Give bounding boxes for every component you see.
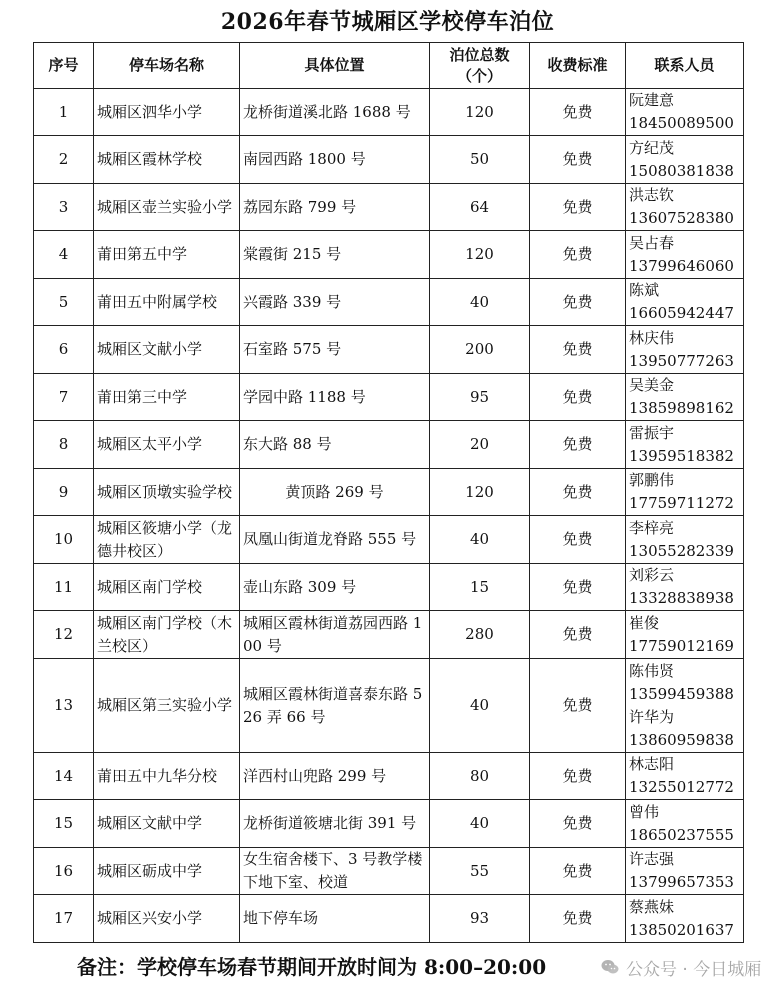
table-row — [34, 136, 744, 184]
table-row — [34, 469, 744, 516]
cell-name: 城厢区霞林学校 — [94, 136, 240, 184]
cell-seq: 11 — [34, 564, 94, 611]
col-header-name: 停车场名称 — [94, 43, 240, 89]
table-row — [34, 848, 744, 895]
table-header-row — [34, 43, 744, 89]
cell-spaces: 280 — [430, 611, 530, 659]
cell-spaces: 200 — [430, 326, 530, 374]
cell-contact — [626, 374, 744, 421]
cell-contact — [626, 136, 744, 184]
contact-name: 吴美金 — [629, 376, 675, 394]
contact-name: 雷振宇 — [629, 423, 675, 442]
contact-name: 许华为 — [629, 707, 675, 726]
cell-seq: 9 — [34, 469, 94, 516]
cell-fee: 免费 — [530, 895, 626, 943]
cell-spaces: 20 — [430, 421, 530, 469]
cell-seq: 2 — [34, 136, 94, 184]
contact-name: 蔡燕妹 — [629, 897, 675, 916]
table-row — [34, 800, 744, 848]
cell-spaces: 40 — [430, 516, 530, 564]
contact-name: 崔俊 — [629, 613, 660, 632]
contact-phone: 16605942447 — [629, 304, 734, 322]
contact-phone: 13959518382 — [629, 446, 734, 465]
cell-seq: 17 — [34, 895, 94, 943]
contact-phone: 17759711272 — [629, 494, 734, 512]
table-row — [34, 564, 744, 611]
col-header-seq: 序号 — [34, 43, 94, 89]
cell-contact — [626, 564, 744, 611]
cell-spaces: 50 — [430, 136, 530, 184]
cell-contact — [626, 800, 744, 848]
parking-table — [33, 42, 744, 943]
col-header-fee: 收费标准 — [530, 43, 626, 89]
cell-fee: 免费 — [530, 374, 626, 421]
table-row — [34, 516, 744, 564]
contact-name: 陈伟贤 — [629, 661, 675, 680]
contact-phone: 17759012169 — [629, 636, 734, 655]
cell-spaces: 120 — [430, 469, 530, 516]
cell-contact — [626, 611, 744, 659]
cell-name: 莆田第三中学 — [94, 374, 240, 421]
cell-name: 城厢区太平小学 — [94, 421, 240, 469]
contact-phone: 13799657353 — [629, 873, 734, 891]
cell-location: 南园西路 1800 号 — [240, 136, 430, 184]
cell-fee: 免费 — [530, 611, 626, 659]
contact-phone: 18650237555 — [629, 825, 734, 844]
cell-seq: 6 — [34, 326, 94, 374]
cell-seq: 8 — [34, 421, 94, 469]
contact-phone: 13859898162 — [629, 399, 734, 417]
cell-seq: 4 — [34, 231, 94, 279]
cell-fee: 免费 — [530, 184, 626, 231]
col-header-contact: 联系人员 — [626, 43, 744, 89]
cell-contact — [626, 469, 744, 516]
cell-location: 兴霞路 339 号 — [240, 279, 430, 326]
contact-phone: 13328838938 — [629, 589, 734, 607]
cell-name: 莆田五中九华分校 — [94, 753, 240, 800]
cell-contact — [626, 753, 744, 800]
cell-contact — [626, 279, 744, 326]
cell-location: 凤凰山街道龙脊路 555 号 — [240, 516, 430, 564]
cell-fee: 免费 — [530, 469, 626, 516]
cell-spaces: 40 — [430, 279, 530, 326]
cell-contact — [626, 326, 744, 374]
table-row — [34, 326, 744, 374]
wechat-icon — [600, 957, 620, 977]
cell-location: 地下停车场 — [240, 895, 430, 943]
cell-contact — [626, 421, 744, 469]
cell-fee: 免费 — [530, 659, 626, 753]
cell-spaces: 40 — [430, 800, 530, 848]
contact-phone: 13860959838 — [629, 730, 734, 749]
cell-contact — [626, 848, 744, 895]
cell-seq: 3 — [34, 184, 94, 231]
cell-fee: 免费 — [530, 231, 626, 279]
table-row — [34, 231, 744, 279]
cell-location: 学园中路 1188 号 — [240, 374, 430, 421]
contact-name: 洪志钦 — [629, 186, 675, 204]
cell-name: 莆田五中附属学校 — [94, 279, 240, 326]
contact-name: 林志阳 — [629, 755, 675, 773]
cell-spaces: 40 — [430, 659, 530, 753]
cell-name: 城厢区文献小学 — [94, 326, 240, 374]
contact-phone: 15080381838 — [629, 161, 734, 180]
cell-seq: 12 — [34, 611, 94, 659]
contact-name: 吴占春 — [629, 233, 675, 252]
cell-name: 城厢区泗华小学 — [94, 89, 240, 136]
contact-phone: 13055282339 — [629, 541, 734, 560]
cell-seq: 15 — [34, 800, 94, 848]
table-row — [34, 279, 744, 326]
cell-location: 东大路 88 号 — [240, 421, 430, 469]
cell-contact — [626, 516, 744, 564]
cell-contact — [626, 895, 744, 943]
col-header-spaces-line2: （个） — [456, 66, 502, 85]
table-row — [34, 184, 744, 231]
contact-name: 曾伟 — [629, 802, 660, 821]
cell-name: 城厢区第三实验小学 — [94, 659, 240, 753]
contact-phone: 13799646060 — [629, 256, 734, 275]
cell-fee: 免费 — [530, 516, 626, 564]
contact-name: 刘彩云 — [629, 566, 675, 584]
cell-spaces: 55 — [430, 848, 530, 895]
contact-phone: 18450089500 — [629, 114, 734, 132]
table-body — [34, 89, 744, 943]
cell-fee: 免费 — [530, 753, 626, 800]
table-row — [34, 659, 744, 753]
cell-fee: 免费 — [530, 564, 626, 611]
contact-name: 陈斌 — [629, 281, 660, 299]
cell-seq: 7 — [34, 374, 94, 421]
cell-location: 龙桥街道溪北路 1688 号 — [240, 89, 430, 136]
cell-seq: 13 — [34, 659, 94, 753]
cell-location: 城厢区霞林街道荔园西路 100 号 — [240, 611, 430, 659]
cell-spaces: 93 — [430, 895, 530, 943]
contact-phone: 13255012772 — [629, 778, 734, 796]
cell-fee: 免费 — [530, 279, 626, 326]
contact-phone: 13607528380 — [629, 209, 734, 227]
cell-fee: 免费 — [530, 89, 626, 136]
contact-phone: 13599459388 — [629, 684, 734, 703]
page-title: 2026年春节城厢区学校停车泊位 — [220, 9, 555, 35]
contact-name: 阮建意 — [629, 91, 675, 109]
cell-location: 女生宿舍楼下、3 号教学楼下地下室、校道 — [240, 848, 430, 895]
cell-name: 城厢区南门学校 — [94, 564, 240, 611]
footer-note: 备注：学校停车场春节期间开放时间为 8:00–20:00 — [77, 955, 547, 979]
table-row — [34, 374, 744, 421]
cell-seq: 14 — [34, 753, 94, 800]
contact-phone: 13950777263 — [629, 351, 734, 370]
table-row — [34, 753, 744, 800]
cell-name: 城厢区南门学校（木兰校区） — [94, 611, 240, 659]
cell-contact — [626, 184, 744, 231]
cell-location: 黄顶路 269 号 — [240, 469, 430, 516]
cell-contact — [626, 659, 744, 753]
cell-seq: 5 — [34, 279, 94, 326]
cell-fee: 免费 — [530, 848, 626, 895]
cell-contact — [626, 231, 744, 279]
contact-name: 李梓亮 — [629, 518, 675, 537]
table-row — [34, 895, 744, 943]
cell-name: 莆田第五中学 — [94, 231, 240, 279]
cell-name: 城厢区筱塘小学（龙德井校区） — [94, 516, 240, 564]
cell-location: 荔园东路 799 号 — [240, 184, 430, 231]
cell-location: 棠霞街 215 号 — [240, 231, 430, 279]
table-row — [34, 611, 744, 659]
cell-location: 洋西村山兜路 299 号 — [240, 753, 430, 800]
contact-name: 林庆伟 — [629, 328, 675, 347]
contact-phone: 13850201637 — [629, 920, 734, 939]
watermark-text: 公众号 · 今日城厢 — [626, 959, 762, 980]
contact-name: 方纪茂 — [629, 138, 675, 157]
col-header-location: 具体位置 — [240, 43, 430, 89]
cell-name: 城厢区砺成中学 — [94, 848, 240, 895]
cell-location: 壶山东路 309 号 — [240, 564, 430, 611]
cell-name: 城厢区壶兰实验小学 — [94, 184, 240, 231]
cell-fee: 免费 — [530, 800, 626, 848]
cell-spaces: 15 — [430, 564, 530, 611]
cell-seq: 10 — [34, 516, 94, 564]
col-header-spaces-line1: 泊位总数 — [449, 45, 510, 64]
contact-name: 许志强 — [629, 850, 675, 868]
cell-spaces: 120 — [430, 231, 530, 279]
cell-spaces: 64 — [430, 184, 530, 231]
watermark — [600, 952, 761, 982]
cell-spaces: 80 — [430, 753, 530, 800]
contact-name: 郭鹏伟 — [629, 471, 675, 489]
cell-name: 城厢区顶墩实验学校 — [94, 469, 240, 516]
cell-contact — [626, 89, 744, 136]
cell-location: 城厢区霞林街道喜泰东路 526 弄 66 号 — [240, 659, 430, 753]
col-header-spaces — [430, 43, 530, 89]
cell-fee: 免费 — [530, 136, 626, 184]
table-row — [34, 89, 744, 136]
cell-location: 龙桥街道筱塘北街 391 号 — [240, 800, 430, 848]
cell-seq: 16 — [34, 848, 94, 895]
cell-name: 城厢区兴安小学 — [94, 895, 240, 943]
table-row — [34, 421, 744, 469]
cell-seq: 1 — [34, 89, 94, 136]
cell-spaces: 120 — [430, 89, 530, 136]
cell-fee: 免费 — [530, 421, 626, 469]
cell-spaces: 95 — [430, 374, 530, 421]
cell-fee: 免费 — [530, 326, 626, 374]
cell-name: 城厢区文献中学 — [94, 800, 240, 848]
cell-location: 石室路 575 号 — [240, 326, 430, 374]
